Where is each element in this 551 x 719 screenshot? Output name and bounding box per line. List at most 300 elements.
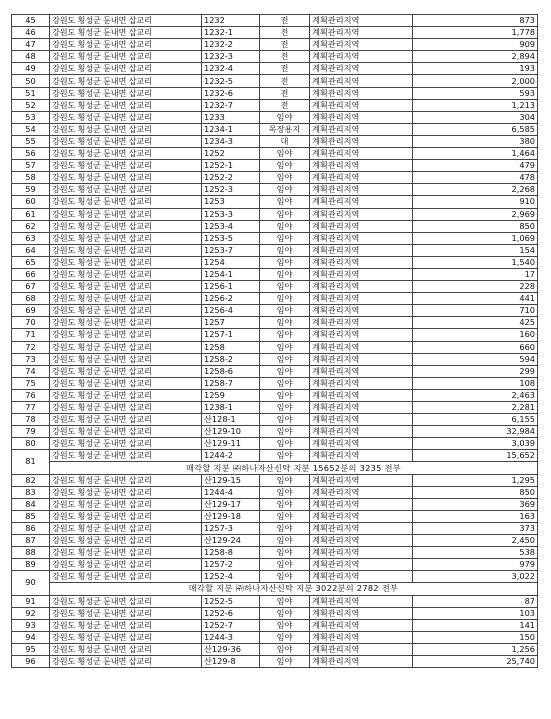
table-row <box>12 27 538 39</box>
lot-number: 산129-18 <box>202 510 260 522</box>
parcel-address: 강원도 횡성군 둔내면 삽교리 <box>50 281 202 293</box>
lot-number: 1252-6 <box>202 607 260 619</box>
row-number: 76 <box>12 389 50 401</box>
parcel-address: 강원도 횡성군 둔내면 삽교리 <box>50 317 202 329</box>
parcel-address: 강원도 횡성군 둔내면 삽교리 <box>50 377 202 389</box>
lot-number: 1254-1 <box>202 268 260 280</box>
zoning-area: 계획관리지역 <box>310 571 413 583</box>
zoning-area: 계획관리지역 <box>310 232 413 244</box>
land-category: 전 <box>260 15 310 27</box>
zoning-area: 계획관리지역 <box>310 135 413 147</box>
parcel-area: 1,778 <box>413 27 538 39</box>
zoning-area: 계획관리지역 <box>310 281 413 293</box>
table-row <box>12 426 538 438</box>
zoning-area: 계획관리지역 <box>310 256 413 268</box>
row-number: 73 <box>12 353 50 365</box>
row-number: 71 <box>12 329 50 341</box>
lot-number: 1252-5 <box>202 595 260 607</box>
zoning-area: 계획관리지역 <box>310 341 413 353</box>
parcel-address: 강원도 횡성군 둔내면 삽교리 <box>50 607 202 619</box>
zoning-area: 계획관리지역 <box>310 51 413 63</box>
land-category: 임야 <box>260 111 310 123</box>
zoning-area: 계획관리지역 <box>310 426 413 438</box>
row-number: 69 <box>12 305 50 317</box>
table-row <box>12 293 538 305</box>
row-number: 45 <box>12 15 50 27</box>
row-number: 46 <box>12 27 50 39</box>
table-row <box>12 486 538 498</box>
parcel-area: 17 <box>413 268 538 280</box>
table-row <box>12 341 538 353</box>
zoning-area: 계획관리지역 <box>310 389 413 401</box>
table-row <box>12 184 538 196</box>
parcel-address: 강원도 횡성군 둔내면 삽교리 <box>50 522 202 534</box>
row-number: 79 <box>12 426 50 438</box>
lot-number: 1256-1 <box>202 281 260 293</box>
lot-number: 1258-7 <box>202 377 260 389</box>
land-category: 임야 <box>260 196 310 208</box>
land-category: 임야 <box>260 402 310 414</box>
zoning-area: 계획관리지역 <box>310 244 413 256</box>
row-number: 62 <box>12 220 50 232</box>
land-category: 임야 <box>260 486 310 498</box>
parcel-address: 강원도 횡성군 둔내면 삽교리 <box>50 51 202 63</box>
table-row <box>12 353 538 365</box>
lot-number: 산129-36 <box>202 643 260 655</box>
row-number: 78 <box>12 414 50 426</box>
parcel-area: 193 <box>413 63 538 75</box>
lot-number: 1257-3 <box>202 522 260 534</box>
table-row <box>12 595 538 607</box>
lot-number: 1256-2 <box>202 293 260 305</box>
parcel-area: 593 <box>413 87 538 99</box>
land-category: 임야 <box>260 559 310 571</box>
table-row <box>12 135 538 147</box>
parcel-area: 25,740 <box>413 655 538 667</box>
parcel-area: 304 <box>413 111 538 123</box>
land-category: 임야 <box>260 268 310 280</box>
parcel-area: 154 <box>413 244 538 256</box>
lot-number: 1244-4 <box>202 486 260 498</box>
table-row <box>12 522 538 534</box>
row-number: 89 <box>12 559 50 571</box>
land-category: 임야 <box>260 571 310 583</box>
row-number: 58 <box>12 172 50 184</box>
row-number: 95 <box>12 643 50 655</box>
zoning-area: 계획관리지역 <box>310 559 413 571</box>
land-category: 임야 <box>260 341 310 353</box>
table-row <box>12 87 538 99</box>
parcel-area: 2,969 <box>413 208 538 220</box>
lot-number: 1256-4 <box>202 305 260 317</box>
zoning-area: 계획관리지역 <box>310 414 413 426</box>
parcel-area: 425 <box>413 317 538 329</box>
table-row <box>12 535 538 547</box>
parcel-address: 강원도 횡성군 둔내면 삽교리 <box>50 160 202 172</box>
land-category: 임야 <box>260 281 310 293</box>
parcel-address: 강원도 횡성군 둔내면 삽교리 <box>50 111 202 123</box>
parcel-area: 710 <box>413 305 538 317</box>
parcel-address: 강원도 횡성군 둔내면 삽교리 <box>50 39 202 51</box>
parcel-address: 강원도 횡성군 둔내면 삽교리 <box>50 655 202 667</box>
parcel-address: 강원도 횡성군 둔내면 삽교리 <box>50 305 202 317</box>
table-row <box>12 99 538 111</box>
lot-number: 1234-3 <box>202 135 260 147</box>
lot-number: 1232-1 <box>202 27 260 39</box>
table-row <box>12 414 538 426</box>
parcel-area: 1,256 <box>413 643 538 655</box>
row-number: 88 <box>12 547 50 559</box>
parcel-address: 강원도 횡성군 둔내면 삽교리 <box>50 402 202 414</box>
table-row <box>12 329 538 341</box>
parcel-area: 87 <box>413 595 538 607</box>
parcel-address: 강원도 횡성군 둔내면 삽교리 <box>50 631 202 643</box>
land-category: 임야 <box>260 607 310 619</box>
parcel-area: 478 <box>413 172 538 184</box>
zoning-area: 계획관리지역 <box>310 631 413 643</box>
table-row <box>12 148 538 160</box>
parcel-area: 2,000 <box>413 75 538 87</box>
parcel-address: 강원도 횡성군 둔내면 삽교리 <box>50 450 202 462</box>
lot-number: 1253-5 <box>202 232 260 244</box>
lot-number: 1252-2 <box>202 172 260 184</box>
parcel-area: 850 <box>413 220 538 232</box>
parcel-address: 강원도 횡성군 둔내면 삽교리 <box>50 438 202 450</box>
parcel-area: 594 <box>413 353 538 365</box>
parcel-area: 2,268 <box>413 184 538 196</box>
parcel-area: 150 <box>413 631 538 643</box>
lot-number: 1254 <box>202 256 260 268</box>
parcel-area: 369 <box>413 498 538 510</box>
land-category: 임야 <box>260 232 310 244</box>
lot-number: 1258-6 <box>202 365 260 377</box>
zoning-area: 계획관리지역 <box>310 353 413 365</box>
parcel-area: 979 <box>413 559 538 571</box>
zoning-area: 계획관리지역 <box>310 655 413 667</box>
parcel-address: 강원도 횡성군 둔내면 삽교리 <box>50 184 202 196</box>
land-category: 임야 <box>260 414 310 426</box>
zoning-area: 계획관리지역 <box>310 402 413 414</box>
parcel-area: 850 <box>413 486 538 498</box>
land-category: 임야 <box>260 317 310 329</box>
table-row <box>12 75 538 87</box>
land-category: 임야 <box>260 160 310 172</box>
lot-number: 1257-1 <box>202 329 260 341</box>
parcel-address: 강원도 횡성군 둔내면 삽교리 <box>50 196 202 208</box>
table-row <box>12 607 538 619</box>
parcel-address: 강원도 횡성군 둔내면 삽교리 <box>50 474 202 486</box>
parcel-address: 강원도 횡성군 둔내면 삽교리 <box>50 87 202 99</box>
parcel-area: 479 <box>413 160 538 172</box>
lot-number: 1258-2 <box>202 353 260 365</box>
parcel-address: 강원도 횡성군 둔내면 삽교리 <box>50 510 202 522</box>
zoning-area: 계획관리지역 <box>310 220 413 232</box>
land-category: 임야 <box>260 172 310 184</box>
zoning-area: 계획관리지역 <box>310 535 413 547</box>
table-row <box>12 402 538 414</box>
land-category: 전 <box>260 63 310 75</box>
parcel-address: 강원도 횡성군 둔내면 삽교리 <box>50 232 202 244</box>
parcel-address: 강원도 횡성군 둔내면 삽교리 <box>50 63 202 75</box>
row-number: 72 <box>12 341 50 353</box>
table-row <box>12 196 538 208</box>
share-note-row <box>12 462 538 474</box>
land-category: 임야 <box>260 353 310 365</box>
zoning-area: 계획관리지역 <box>310 486 413 498</box>
table-row <box>12 39 538 51</box>
zoning-area: 계획관리지역 <box>310 643 413 655</box>
lot-number: 1253-3 <box>202 208 260 220</box>
land-category: 임야 <box>260 643 310 655</box>
row-number: 94 <box>12 631 50 643</box>
parcel-address: 강원도 횡성군 둔내면 삽교리 <box>50 123 202 135</box>
parcel-address: 강원도 횡성군 둔내면 삽교리 <box>50 643 202 655</box>
parcel-area: 1,464 <box>413 148 538 160</box>
lot-number: 1233 <box>202 111 260 123</box>
parcel-address: 강원도 횡성군 둔내면 삽교리 <box>50 268 202 280</box>
land-category: 임야 <box>260 498 310 510</box>
land-table-body <box>12 15 538 668</box>
row-number: 85 <box>12 510 50 522</box>
parcel-address: 강원도 횡성군 둔내면 삽교리 <box>50 99 202 111</box>
row-number: 55 <box>12 135 50 147</box>
row-number: 49 <box>12 63 50 75</box>
row-number: 54 <box>12 123 50 135</box>
zoning-area: 계획관리지역 <box>310 547 413 559</box>
row-number: 64 <box>12 244 50 256</box>
row-number: 47 <box>12 39 50 51</box>
zoning-area: 계획관리지역 <box>310 39 413 51</box>
row-number: 66 <box>12 268 50 280</box>
table-row <box>12 619 538 631</box>
land-category: 임야 <box>260 438 310 450</box>
zoning-area: 계획관리지역 <box>310 196 413 208</box>
table-row <box>12 498 538 510</box>
land-category: 임야 <box>260 329 310 341</box>
zoning-area: 계획관리지역 <box>310 607 413 619</box>
table-row <box>12 63 538 75</box>
parcel-address: 강원도 횡성군 둔내면 삽교리 <box>50 486 202 498</box>
row-number: 77 <box>12 402 50 414</box>
parcel-area: 909 <box>413 39 538 51</box>
row-number: 63 <box>12 232 50 244</box>
lot-number: 산129-15 <box>202 474 260 486</box>
lot-number: 1252-4 <box>202 571 260 583</box>
row-number: 60 <box>12 196 50 208</box>
row-number: 65 <box>12 256 50 268</box>
lot-number: 1232-6 <box>202 87 260 99</box>
zoning-area: 계획관리지역 <box>310 450 413 462</box>
table-row <box>12 232 538 244</box>
land-category: 임야 <box>260 595 310 607</box>
lot-number: 1232-3 <box>202 51 260 63</box>
zoning-area: 계획관리지역 <box>310 522 413 534</box>
table-row <box>12 317 538 329</box>
zoning-area: 계획관리지역 <box>310 619 413 631</box>
lot-number: 1252 <box>202 148 260 160</box>
land-category: 임야 <box>260 631 310 643</box>
zoning-area: 계획관리지역 <box>310 184 413 196</box>
parcel-area: 380 <box>413 135 538 147</box>
zoning-area: 계획관리지역 <box>310 365 413 377</box>
table-row <box>12 220 538 232</box>
land-category: 임야 <box>260 184 310 196</box>
row-number: 93 <box>12 619 50 631</box>
lot-number: 산129-10 <box>202 426 260 438</box>
lot-number: 1244-2 <box>202 450 260 462</box>
row-number: 53 <box>12 111 50 123</box>
table-row <box>12 438 538 450</box>
parcel-area: 660 <box>413 341 538 353</box>
zoning-area: 계획관리지역 <box>310 293 413 305</box>
parcel-area: 373 <box>413 522 538 534</box>
lot-number: 1257-2 <box>202 559 260 571</box>
parcel-address: 강원도 횡성군 둔내면 삽교리 <box>50 571 202 583</box>
zoning-area: 계획관리지역 <box>310 160 413 172</box>
table-row <box>12 571 538 583</box>
land-category: 목장용지 <box>260 123 310 135</box>
lot-number: 산129-8 <box>202 655 260 667</box>
parcel-address: 강원도 횡성군 둔내면 삽교리 <box>50 75 202 87</box>
table-row <box>12 450 538 462</box>
table-row <box>12 51 538 63</box>
zoning-area: 계획관리지역 <box>310 148 413 160</box>
table-row <box>12 281 538 293</box>
table-row <box>12 268 538 280</box>
parcel-address: 강원도 횡성군 둔내면 삽교리 <box>50 559 202 571</box>
parcel-area: 32,984 <box>413 426 538 438</box>
lot-number: 1257 <box>202 317 260 329</box>
land-category: 임야 <box>260 535 310 547</box>
lot-number: 1232-4 <box>202 63 260 75</box>
land-category: 전 <box>260 99 310 111</box>
land-category: 임야 <box>260 619 310 631</box>
parcel-address: 강원도 횡성군 둔내면 삽교리 <box>50 426 202 438</box>
zoning-area: 계획관리지역 <box>310 498 413 510</box>
parcel-area: 910 <box>413 196 538 208</box>
lot-number: 1232-7 <box>202 99 260 111</box>
lot-number: 산128-1 <box>202 414 260 426</box>
row-number: 82 <box>12 474 50 486</box>
land-category: 전 <box>260 75 310 87</box>
parcel-address: 강원도 횡성군 둔내면 삽교리 <box>50 329 202 341</box>
land-category: 전 <box>260 27 310 39</box>
table-row <box>12 559 538 571</box>
parcel-area: 3,039 <box>413 438 538 450</box>
parcel-area: 1,295 <box>413 474 538 486</box>
share-note: 매각할 지분 ㈜하나자산신탁 지분 15652분의 3235 전부 <box>50 462 538 474</box>
land-category: 대 <box>260 135 310 147</box>
row-number: 90 <box>12 571 50 595</box>
lot-number: 1234-1 <box>202 123 260 135</box>
parcel-area: 2,450 <box>413 535 538 547</box>
zoning-area: 계획관리지역 <box>310 63 413 75</box>
table-row <box>12 160 538 172</box>
lot-number: 산129-11 <box>202 438 260 450</box>
row-number: 92 <box>12 607 50 619</box>
land-category: 임야 <box>260 474 310 486</box>
land-category: 임야 <box>260 244 310 256</box>
land-category: 임야 <box>260 510 310 522</box>
parcel-address: 강원도 횡성군 둔내면 삽교리 <box>50 172 202 184</box>
table-row <box>12 15 538 27</box>
parcel-area: 538 <box>413 547 538 559</box>
zoning-area: 계획관리지역 <box>310 87 413 99</box>
table-row <box>12 111 538 123</box>
parcel-area: 1,069 <box>413 232 538 244</box>
row-number: 56 <box>12 148 50 160</box>
parcel-address: 강원도 횡성군 둔내면 삽교리 <box>50 293 202 305</box>
parcel-address: 강원도 횡성군 둔내면 삽교리 <box>50 15 202 27</box>
table-row <box>12 365 538 377</box>
zoning-area: 계획관리지역 <box>310 377 413 389</box>
land-category: 임야 <box>260 389 310 401</box>
table-row <box>12 208 538 220</box>
table-row <box>12 655 538 667</box>
parcel-address: 강원도 횡성군 둔내면 삽교리 <box>50 135 202 147</box>
table-row <box>12 474 538 486</box>
land-category: 임야 <box>260 208 310 220</box>
row-number: 48 <box>12 51 50 63</box>
lot-number: 1232 <box>202 15 260 27</box>
row-number: 50 <box>12 75 50 87</box>
lot-number: 1252-7 <box>202 619 260 631</box>
land-category: 임야 <box>260 305 310 317</box>
parcel-address: 강원도 횡성군 둔내면 삽교리 <box>50 208 202 220</box>
parcel-area: 163 <box>413 510 538 522</box>
table-row <box>12 547 538 559</box>
zoning-area: 계획관리지역 <box>310 510 413 522</box>
land-category: 임야 <box>260 450 310 462</box>
lot-number: 1258 <box>202 341 260 353</box>
zoning-area: 계획관리지역 <box>310 208 413 220</box>
row-number: 67 <box>12 281 50 293</box>
parcel-address: 강원도 횡성군 둔내면 삽교리 <box>50 389 202 401</box>
share-note: 매각할 지분 ㈜하나자산신탁 지분 3022분의 2782 전부 <box>50 583 538 595</box>
parcel-area: 160 <box>413 329 538 341</box>
land-category: 임야 <box>260 148 310 160</box>
parcel-address: 강원도 횡성군 둔내면 삽교리 <box>50 27 202 39</box>
parcel-address: 강원도 횡성군 둔내면 삽교리 <box>50 220 202 232</box>
row-number: 80 <box>12 438 50 450</box>
parcel-area: 15,652 <box>413 450 538 462</box>
zoning-area: 계획관리지역 <box>310 317 413 329</box>
lot-number: 1259 <box>202 389 260 401</box>
land-category: 전 <box>260 39 310 51</box>
parcel-address: 강원도 횡성군 둔내면 삽교리 <box>50 414 202 426</box>
zoning-area: 계획관리지역 <box>310 172 413 184</box>
row-number: 96 <box>12 655 50 667</box>
lot-number: 1253-4 <box>202 220 260 232</box>
parcel-address: 강원도 횡성군 둔내면 삽교리 <box>50 353 202 365</box>
lot-number: 1244-3 <box>202 631 260 643</box>
lot-number: 산129-17 <box>202 498 260 510</box>
row-number: 74 <box>12 365 50 377</box>
parcel-address: 강원도 횡성군 둔내면 삽교리 <box>50 148 202 160</box>
parcel-area: 228 <box>413 281 538 293</box>
land-category: 전 <box>260 87 310 99</box>
parcel-address: 강원도 횡성군 둔내면 삽교리 <box>50 619 202 631</box>
zoning-area: 계획관리지역 <box>310 75 413 87</box>
parcel-area: 2,463 <box>413 389 538 401</box>
row-number: 87 <box>12 535 50 547</box>
parcel-area: 6,155 <box>413 414 538 426</box>
table-row <box>12 510 538 522</box>
zoning-area: 계획관리지역 <box>310 438 413 450</box>
row-number: 59 <box>12 184 50 196</box>
zoning-area: 계획관리지역 <box>310 123 413 135</box>
land-category: 임야 <box>260 220 310 232</box>
